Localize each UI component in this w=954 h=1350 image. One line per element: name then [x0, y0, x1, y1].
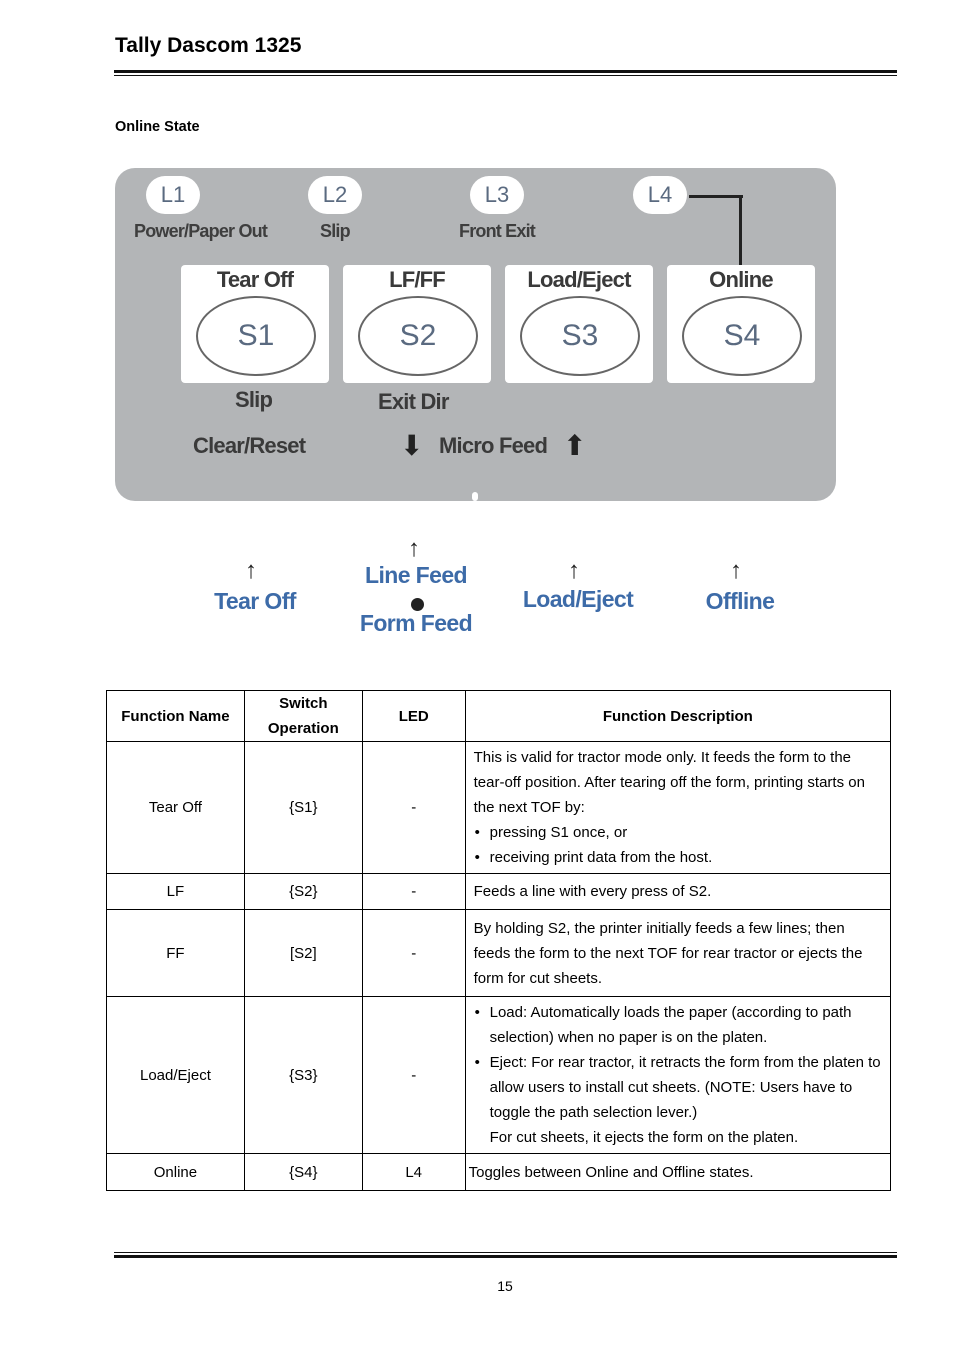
cell-function-name: Online	[107, 1154, 245, 1191]
header-led: LED	[362, 691, 465, 742]
key-label-load-eject: Load/Eject	[527, 267, 631, 292]
table-row	[107, 1154, 891, 1191]
label-slip: Slip	[235, 387, 273, 412]
cell-led: -	[362, 742, 465, 874]
cell-description	[465, 742, 890, 874]
switch-s1: S1	[196, 296, 316, 376]
header-switch-line1: Switch	[279, 695, 328, 712]
bullet-item: • receiving print data from the host.	[490, 845, 882, 870]
state-load-eject: Load/Eject	[522, 586, 634, 612]
key-s1	[181, 265, 329, 383]
panel-notch	[472, 492, 478, 501]
state-form-feed: Form Feed	[359, 610, 473, 636]
label-exit-dir: Exit Dir	[378, 389, 449, 414]
label-clear-reset: Clear/Reset	[193, 433, 306, 458]
led-caption-front-exit: Front Exit	[459, 221, 535, 241]
header-rule	[114, 70, 897, 73]
cell-description: Feeds a line with every press of S2.	[465, 874, 890, 910]
description-bullets	[474, 820, 882, 870]
cell-switch: {S4}	[244, 1154, 362, 1191]
header-rule-thin	[114, 75, 897, 76]
page-number: 15	[497, 1278, 513, 1294]
document-title: Tally Dascom 1325	[115, 34, 302, 57]
description-bullets	[474, 1000, 882, 1125]
state-tear-off: Tear Off	[214, 588, 296, 614]
description-text: For cut sheets, it ejects the form on the platen.	[489, 1129, 799, 1146]
key-label-tear-off: Tear Off	[216, 267, 294, 292]
cell-switch: [S2]	[244, 910, 362, 997]
header-switch-operation	[244, 691, 362, 742]
switch-s2: S2	[358, 296, 478, 376]
led-l1: L1	[146, 176, 200, 214]
description-text: This is valid for tractor mode only. It feeds the form to the tear-off position. After tearing off the form, printing starts on the next TOF by:	[473, 749, 865, 816]
cell-led: -	[362, 997, 465, 1154]
table-row	[107, 997, 891, 1154]
state-line-feed: Line Feed	[365, 562, 467, 588]
cell-function-name: LF	[107, 874, 245, 910]
footer-rule	[114, 1255, 897, 1258]
cell-led: -	[362, 874, 465, 910]
table-row	[107, 910, 891, 997]
header-function-name: Function Name	[107, 691, 245, 742]
footer-rule-thin	[114, 1252, 897, 1253]
control-panel-figure	[115, 168, 836, 501]
state-offline: Offline	[705, 588, 775, 614]
header-switch-line2: Operation	[267, 720, 339, 737]
cell-switch: {S1}	[244, 742, 362, 874]
key-label-lf-ff: LF/FF	[389, 267, 445, 292]
cell-description: By holding S2, the printer initially feeds a few lines; then feeds the form to the next TOF for rear tractor or ejects the form for cut sheets.	[465, 910, 890, 997]
cell-description	[465, 997, 890, 1154]
switch-s4: S4	[682, 296, 802, 376]
arrow-up-icon: ↑	[568, 557, 580, 584]
led-l4: L4	[633, 176, 687, 214]
l4-connector-line	[689, 195, 743, 198]
switch-s3: S3	[520, 296, 640, 376]
led-l3: L3	[470, 176, 524, 214]
key-s3	[505, 265, 653, 383]
arrow-down-icon: ⬇	[400, 430, 424, 461]
key-label-online: Online	[709, 267, 773, 292]
arrow-up-icon: ↑	[408, 535, 420, 562]
arrow-up-icon: ↑	[730, 557, 742, 584]
cell-led: L4	[362, 1154, 465, 1191]
arrow-up-icon: ↑	[245, 557, 257, 584]
led-caption-slip: Slip	[320, 221, 350, 241]
cell-function-name: Tear Off	[107, 742, 245, 874]
section-title: Online State	[115, 119, 200, 135]
label-micro-feed: Micro Feed	[439, 433, 548, 458]
l4-connector-line-vertical	[739, 195, 742, 265]
arrow-up-icon: ⬆	[563, 430, 587, 461]
cell-led: -	[362, 910, 465, 997]
table-header-row	[107, 691, 891, 742]
table-row	[107, 874, 891, 910]
header-function-description: Function Description	[465, 691, 890, 742]
led-l2: L2	[308, 176, 362, 214]
led-caption-power-paper-out: Power/Paper Out	[134, 221, 268, 241]
table-row	[107, 742, 891, 874]
bullet-item: • pressing S1 once, or	[490, 820, 882, 845]
key-s4	[667, 265, 815, 383]
cell-function-name: Load/Eject	[107, 997, 245, 1154]
key-s2	[343, 265, 491, 383]
bullet-item: • Eject: For rear tractor, it retracts the form from the platen to allow users to install cut sheets. (NOTE: Users have to toggle the path selection lever.)	[490, 1050, 882, 1125]
cell-switch: {S2}	[244, 874, 362, 910]
cell-switch: {S3}	[244, 997, 362, 1154]
cell-function-name: FF	[107, 910, 245, 997]
cell-description: Toggles between Online and Offline states.	[465, 1154, 890, 1191]
function-table	[106, 690, 891, 1191]
bullet-item: • Load: Automatically loads the paper (according to path selection) when no paper is on the platen.	[490, 1000, 882, 1050]
